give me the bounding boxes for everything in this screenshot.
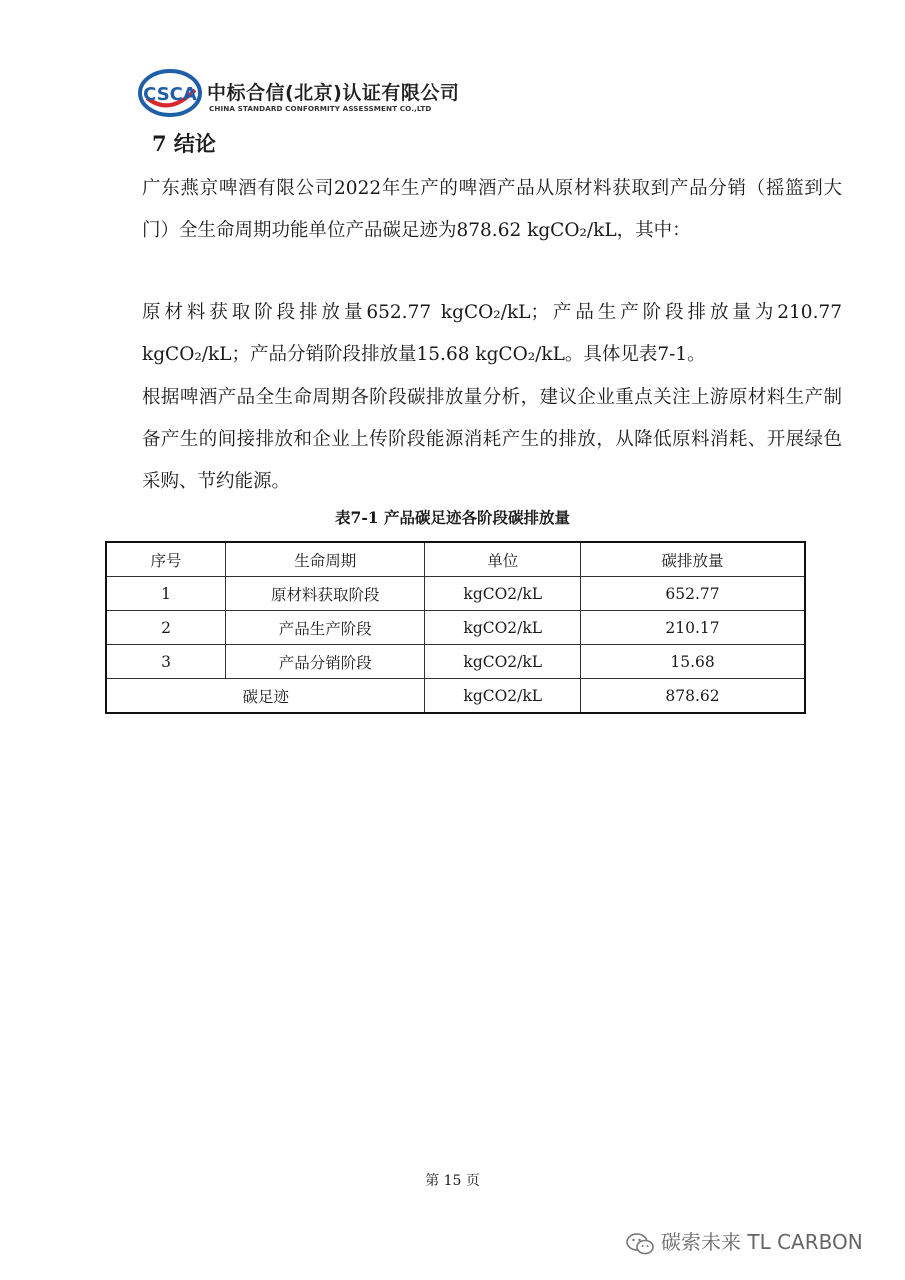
cell-total-label: 碳足迹 xyxy=(106,679,425,714)
cell-emission: 15.68 xyxy=(581,645,805,679)
cell-unit: kgCO2/kL xyxy=(425,645,581,679)
cell-lifecycle: 产品生产阶段 xyxy=(226,611,425,645)
header-lifecycle: 生命周期 xyxy=(226,542,425,577)
company-name-cn: 中标合信(北京)认证有限公司 xyxy=(207,82,460,104)
company-logo xyxy=(137,68,477,118)
header-emission: 碳排放量 xyxy=(581,542,805,577)
section-title: 7 结论 xyxy=(152,131,216,156)
page-number: 第 15 页 xyxy=(425,1173,480,1189)
cell-index: 1 xyxy=(106,577,226,611)
table-row xyxy=(106,577,805,611)
watermark xyxy=(625,1226,863,1256)
cell-emission: 210.17 xyxy=(581,611,805,645)
csca-logo-icon xyxy=(137,68,203,118)
cell-emission: 652.77 xyxy=(581,577,805,611)
table-row xyxy=(106,611,805,645)
cell-lifecycle: 产品分销阶段 xyxy=(226,645,425,679)
paragraph-stage-emissions: 原材料获取阶段排放量652.77 kgCO₂/kL；产品生产阶段排放量为210.77 kgCO₂/kL；产品分销阶段排放量15.68 kgCO₂/kL。具体见表7-1。 xyxy=(142,302,842,365)
logo-mark-text: CSCA xyxy=(143,84,197,105)
table-row xyxy=(106,645,805,679)
header-index: 序号 xyxy=(106,542,226,577)
header-unit: 单位 xyxy=(425,542,581,577)
emissions-table xyxy=(105,541,806,714)
cell-index: 2 xyxy=(106,611,226,645)
cell-unit: kgCO2/kL xyxy=(425,577,581,611)
paragraph-recommendation: 根据啤酒产品全生命周期各阶段碳排放量分析，建议企业重点关注上游原材料生产制备产生的间接排放和企业上传阶段能源消耗产生的排放，从降低原料消耗、开展绿色采购、节约能源。 xyxy=(142,387,842,492)
cell-index: 3 xyxy=(106,645,226,679)
cell-unit: kgCO2/kL xyxy=(425,611,581,645)
cell-lifecycle: 原材料获取阶段 xyxy=(226,577,425,611)
watermark-text: 碳索未来 TL CARBON xyxy=(661,1230,863,1254)
paragraph-summary: 广东燕京啤酒有限公司2022年生产的啤酒产品从原材料获取到产品分销（摇篮到大门）全生命周期功能单位产品碳足迹为878.62 kgCO₂/kL，其中： xyxy=(142,178,842,241)
wechat-icon xyxy=(625,1231,655,1257)
table-total-row xyxy=(106,679,805,714)
cell-total-unit: kgCO2/kL xyxy=(425,679,581,714)
cell-total-value: 878.62 xyxy=(581,679,805,714)
company-name-en: CHINA STANDARD CONFORMITY ASSESSMENT CO.,LTD xyxy=(209,104,432,113)
table-header-row xyxy=(106,542,805,577)
table-caption: 表7-1 产品碳足迹各阶段碳排放量 xyxy=(335,508,570,527)
